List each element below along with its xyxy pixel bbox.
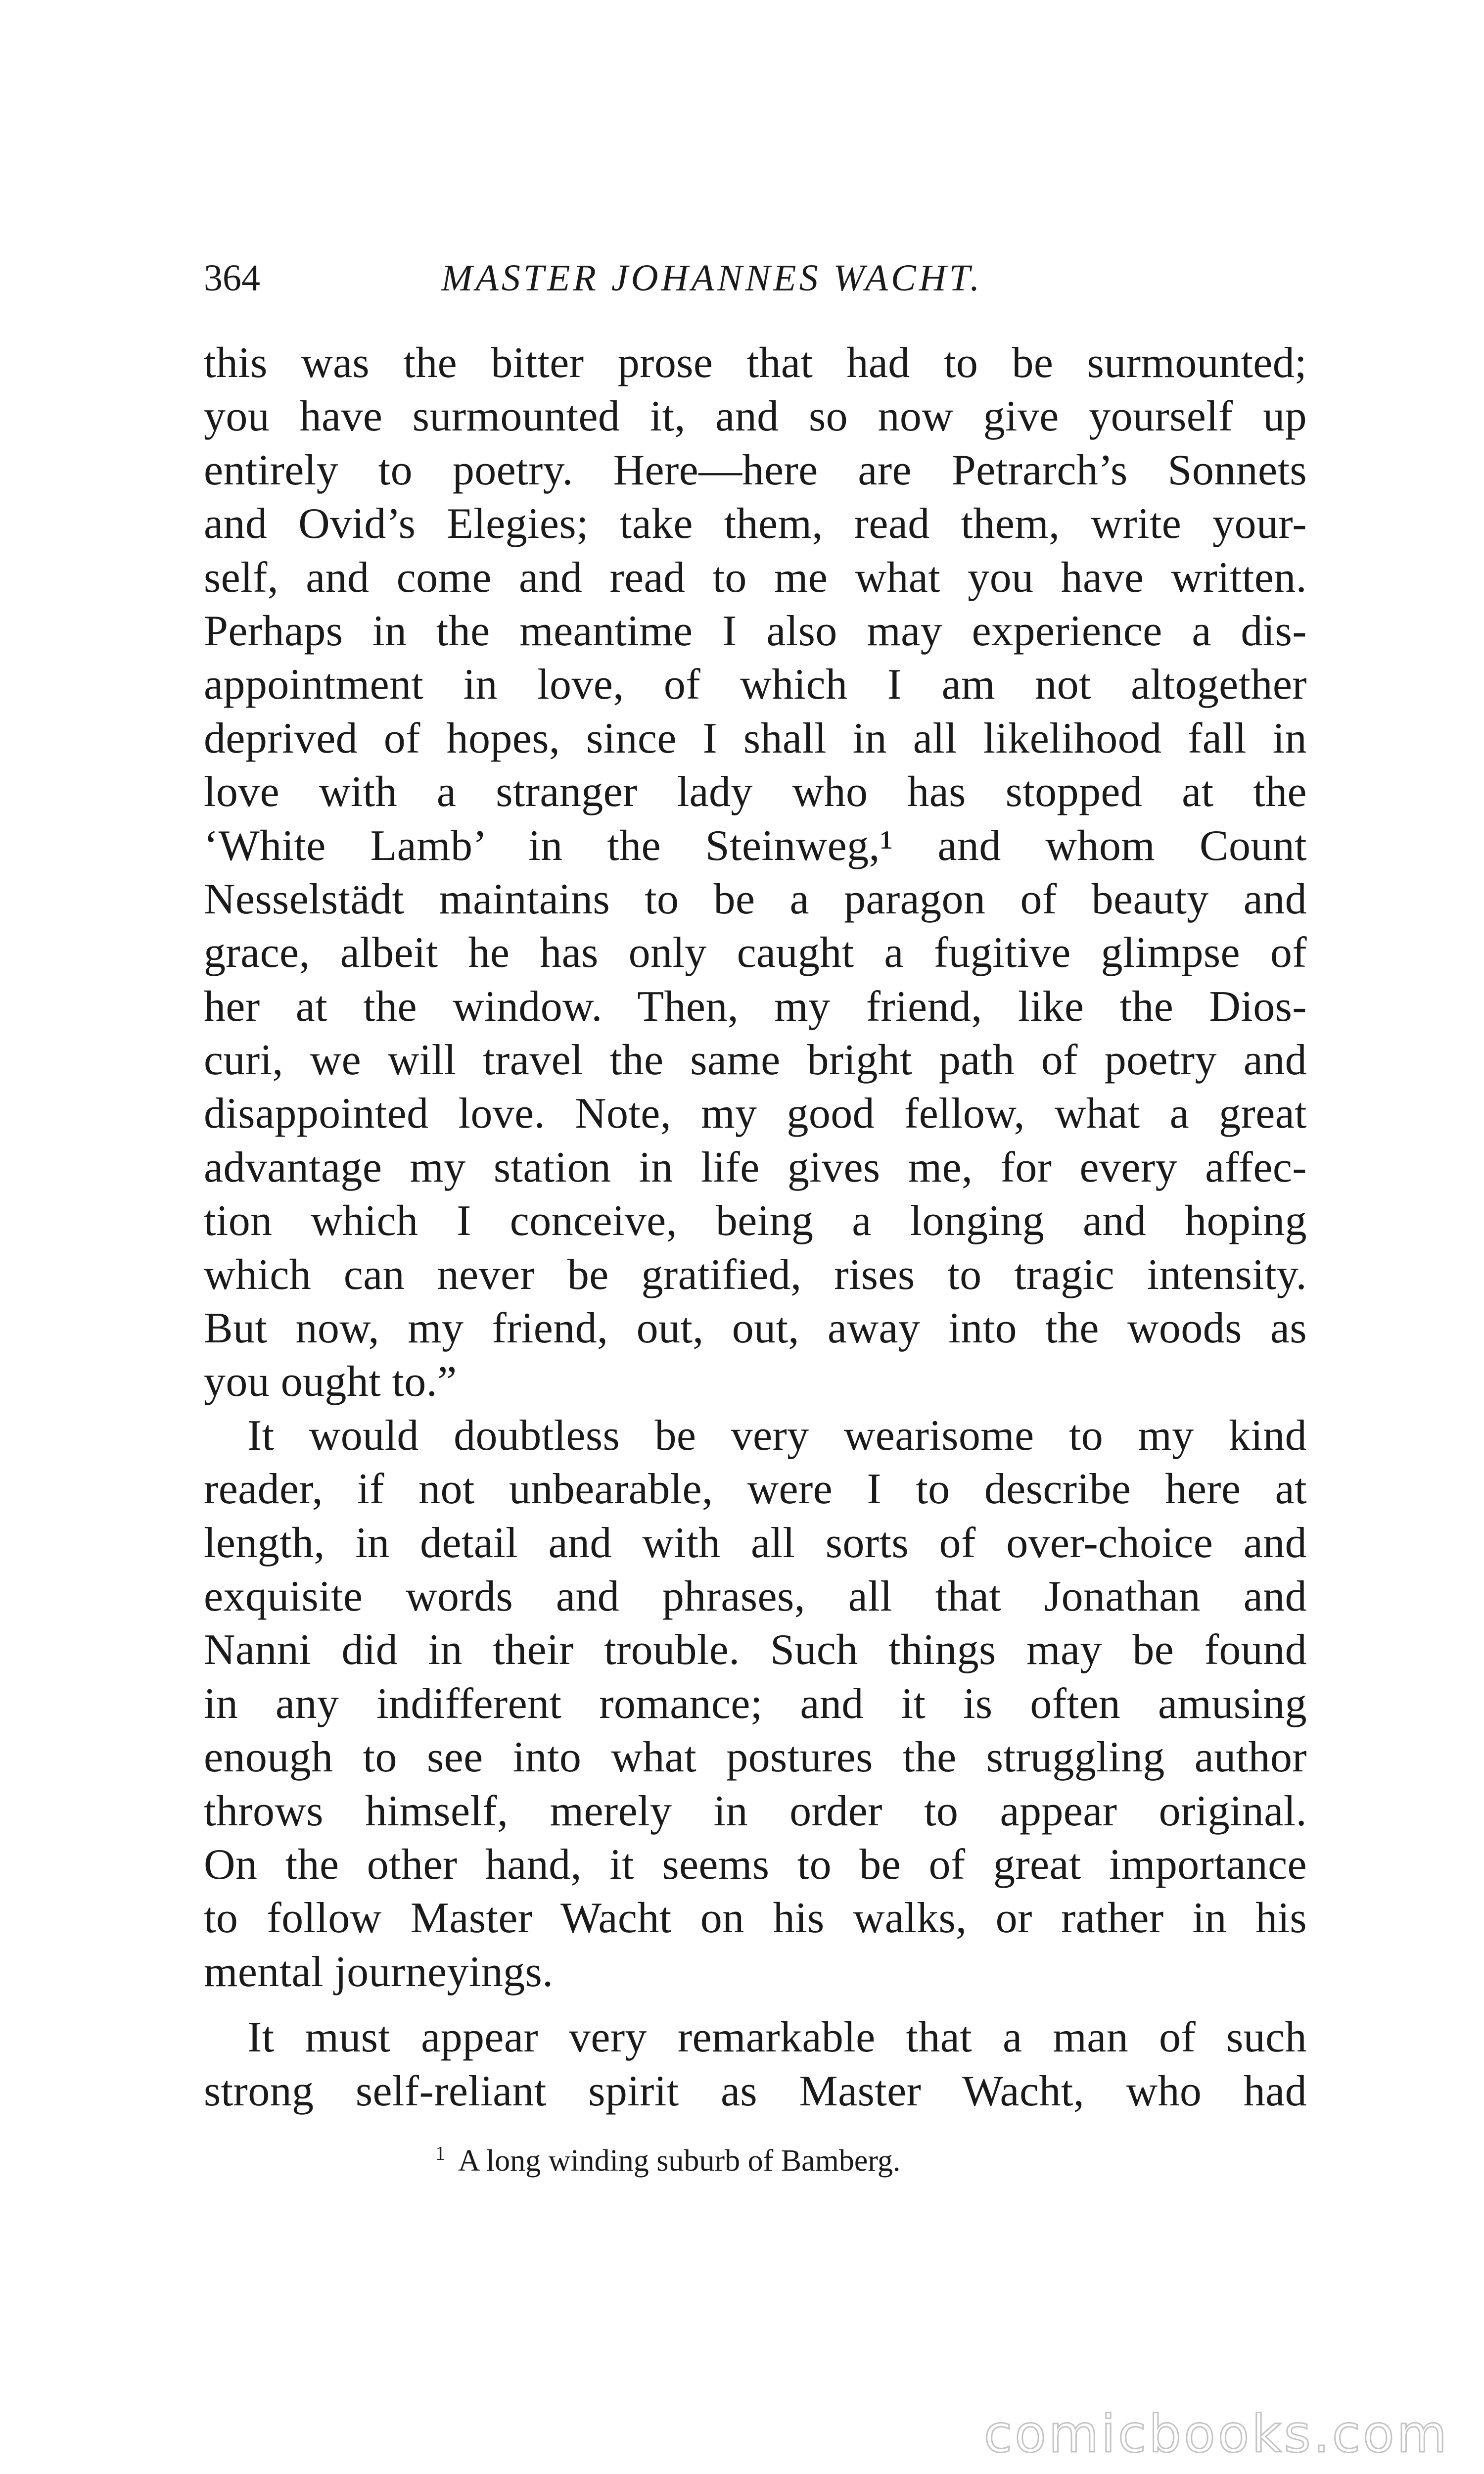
footnote-text: A long winding suburb of Bamberg. xyxy=(458,2144,901,2178)
footnote-marker: 1 xyxy=(435,2142,445,2164)
running-title: MASTER JOHANNES WACHT. xyxy=(441,257,983,299)
text-line: self, and come and read to me what you have written. xyxy=(204,553,1307,602)
text-line: disappointed love. Note, my good fellow, what a great xyxy=(204,1090,1307,1138)
text-line: curi, we will travel the same bright path of poetry and xyxy=(204,1036,1307,1085)
text-line: Nanni did in their trouble. Such things may be found xyxy=(204,1626,1307,1674)
text-line: love with a stranger lady who has stopped at the xyxy=(204,768,1307,816)
text-line: Nesselstädt maintains to be a paragon of beauty and xyxy=(204,875,1307,923)
text-line: It would doubtless be very wearisome to my kind xyxy=(247,1411,1307,1460)
text-line: mental journeyings. xyxy=(204,1948,554,1996)
text-line: grace, albeit he has only caught a fugitive glimpse of xyxy=(204,929,1307,977)
text-line: you have surmounted it, and so now give yourself up xyxy=(204,392,1307,441)
text-line: appointment in love, of which I am not altogether xyxy=(204,661,1307,709)
text-line: in any indifferent romance; and it is often amusing xyxy=(204,1679,1307,1728)
text-line: reader, if not unbearable, were I to describe here at xyxy=(204,1465,1307,1514)
text-line: It must appear very remarkable that a man of such xyxy=(247,2013,1307,2062)
text-line: throws himself, merely in order to appear original. xyxy=(204,1787,1307,1835)
paragraph-gap xyxy=(204,1999,1307,2011)
text-line: But now, my friend, out, out, away into the woods as xyxy=(204,1304,1307,1353)
text-line: Perhaps in the meantime I also may experience a dis- xyxy=(204,607,1307,655)
text-line: ‘White Lamb’ in the Steinweg,¹ and whom Count xyxy=(204,821,1307,870)
text-line: this was the bitter prose that had to be surmounted; xyxy=(204,339,1307,387)
text-line: enough to see into what postures the struggling author xyxy=(204,1733,1307,1782)
text-line: entirely to poetry. Here—here are Petrarch’s Sonnets xyxy=(204,446,1307,494)
text-line: you ought to.” xyxy=(204,1358,457,1406)
text-line: exquisite words and phrases, all that Jonathan and xyxy=(204,1572,1307,1620)
text-line: to follow Master Wacht on his walks, or rather in his xyxy=(204,1894,1307,1943)
text-line: her at the window. Then, my friend, like the Dios- xyxy=(204,982,1307,1031)
text-line: deprived of hopes, since I shall in all likelihood fall in xyxy=(204,714,1307,762)
text-line: advantage my station in life gives me, for every affec- xyxy=(204,1143,1307,1191)
paragraph-1 xyxy=(204,336,1307,1409)
running-head xyxy=(204,253,1307,303)
text-line: On the other hand, it seems to be of great importance xyxy=(204,1840,1307,1889)
paragraph-2 xyxy=(204,1409,1307,1999)
body-text xyxy=(204,336,1307,2118)
text-line: and Ovid’s Elegies; take them, read them, write your- xyxy=(204,500,1307,548)
paragraph-3 xyxy=(204,2011,1307,2118)
text-line: tion which I conceive, being a longing and hoping xyxy=(204,1197,1307,1245)
page-number: 364 xyxy=(204,257,260,299)
text-line: length, in detail and with all sorts of over-choice and xyxy=(204,1519,1307,1567)
text-line: which can never be gratified, rises to tragic intensity. xyxy=(204,1250,1307,1299)
text-line: strong self-reliant spirit as Master Wacht, who had xyxy=(204,2067,1307,2115)
watermark: comicbooks.com xyxy=(983,2404,1449,2464)
footnote xyxy=(435,2134,900,2181)
